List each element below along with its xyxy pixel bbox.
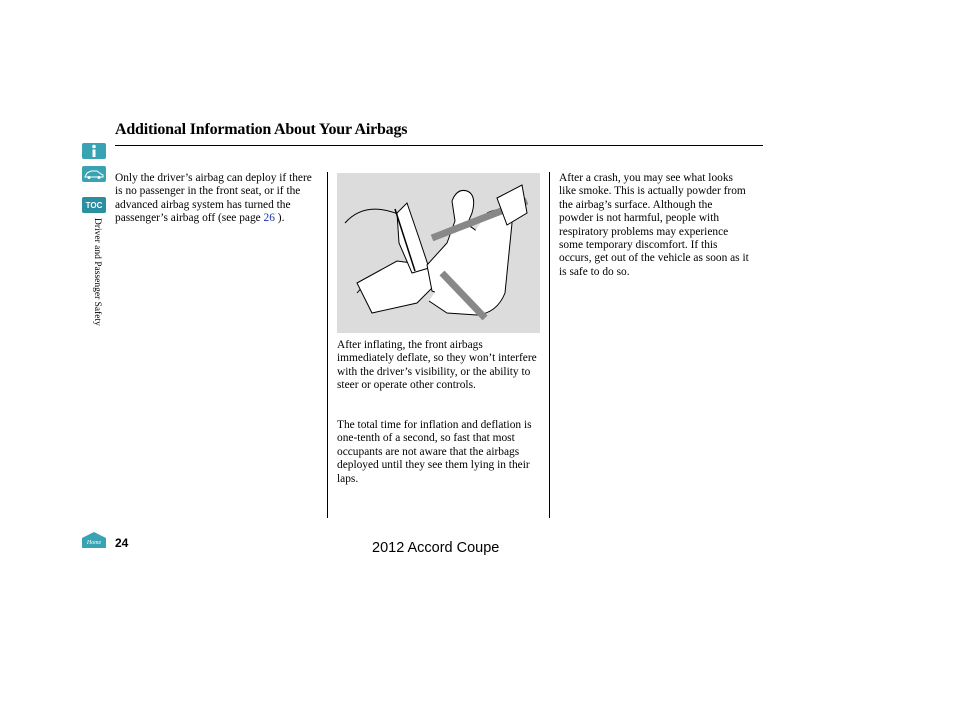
home-button[interactable]	[81, 531, 107, 549]
column-3-text: After a crash, you may see what looks like smoke. This is actually powder from the airbag’s surface. Although the powder is not harmful, people with respiratory problems may experience some temporary discomfort. If this occurs, get out of the vehicle as soon as it is safe to do so.	[559, 172, 749, 278]
column-divider-1	[327, 172, 328, 518]
column-1-text	[115, 172, 321, 226]
column-1-tail: ).	[274, 212, 285, 225]
page-link[interactable]: 26	[263, 212, 275, 225]
info-icon[interactable]	[82, 143, 106, 159]
title-divider	[115, 145, 763, 146]
car-icon[interactable]	[82, 166, 106, 182]
section-label: Driver and Passenger Safety	[92, 218, 102, 326]
toc-button[interactable]: TOC	[82, 197, 106, 213]
column-1-body: Only the driver’s airbag can deploy if there is no passenger in the front seat, or if the advanced airbag system has turned the passenger’s airbag off (see page	[115, 172, 312, 225]
airbag-illustration	[337, 173, 540, 333]
page-title: Additional Information About Your Airbags	[115, 121, 408, 138]
column-2-paragraph-1: After inflating, the front airbags immediately deflate, so they won’t interfere with the driver’s visibility, or the ability to steer or operate other controls.	[337, 339, 537, 392]
column-2-paragraph-2: The total time for inflation and deflation is one-tenth of a second, so fast that most occupants are not aware that the airbags deployed until they see them lying in their laps.	[337, 419, 532, 485]
column-divider-2	[549, 172, 550, 518]
footer-model: 2012 Accord Coupe	[372, 540, 500, 556]
home-label: Home	[86, 540, 102, 546]
page-number: 24	[115, 536, 129, 550]
